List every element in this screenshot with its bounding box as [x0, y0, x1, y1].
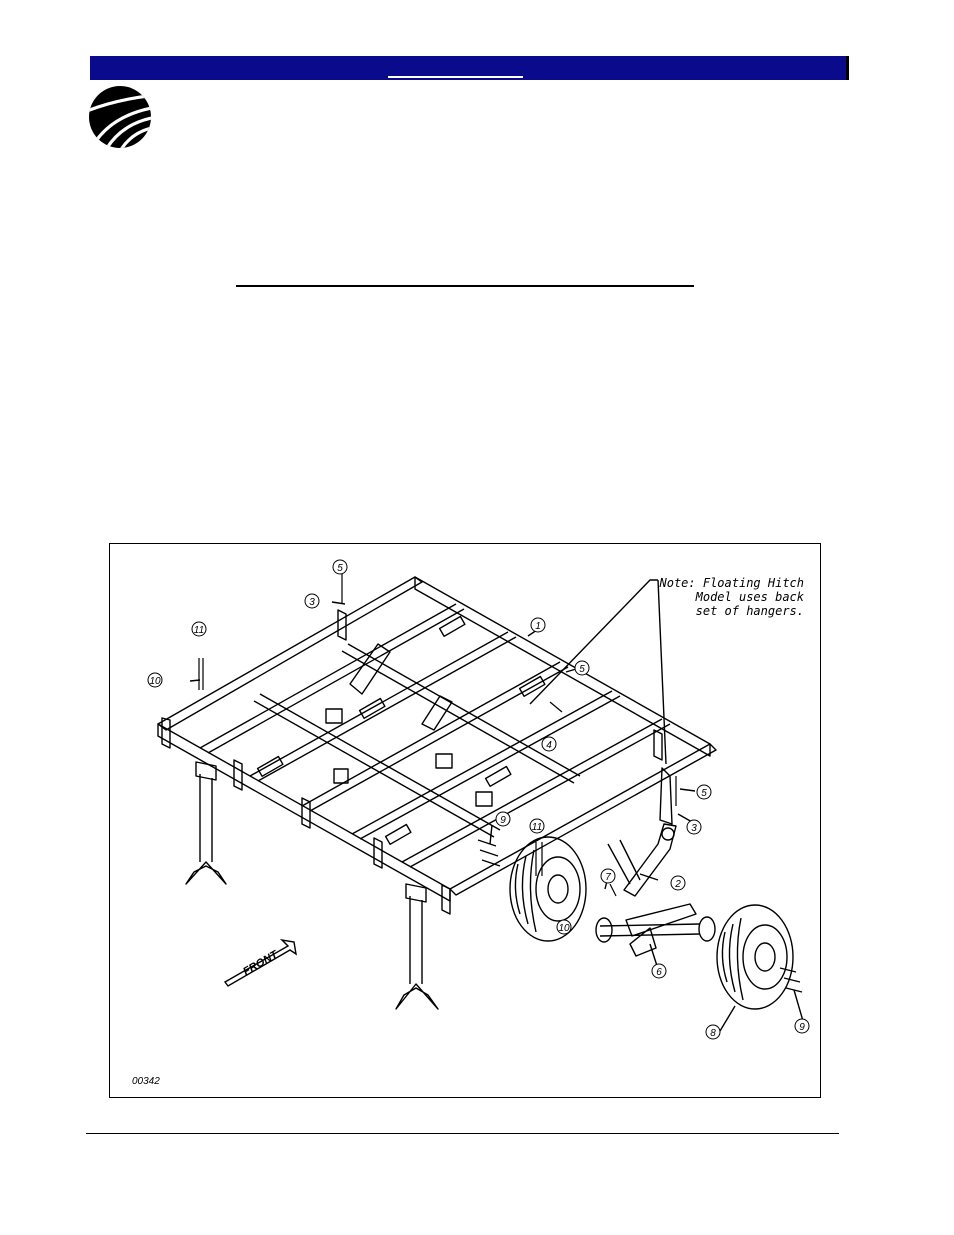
callout-8: 8 [710, 1028, 716, 1039]
callout-3a: 3 [309, 597, 315, 608]
section-title-underline [236, 285, 694, 287]
callout-1: 1 [535, 621, 541, 632]
frame-right-rail [450, 744, 716, 895]
callout-7: 7 [605, 872, 611, 883]
svg-text:Model uses back: Model uses back [695, 590, 804, 604]
callout-6: 6 [656, 967, 662, 978]
callout-10a: 10 [149, 676, 161, 687]
callout-5a: 5 [337, 563, 343, 574]
callout-9b: 9 [799, 1022, 805, 1033]
svg-text:set of hangers.: set of hangers. [695, 604, 804, 618]
frame-front-beam [158, 724, 450, 901]
callout-4: 4 [546, 740, 552, 751]
front-direction-arrow [225, 940, 296, 986]
frame-rear-beam [415, 577, 710, 756]
wheel-arm [624, 824, 676, 896]
front-center-stand [410, 896, 422, 984]
callout-10b: 10 [558, 923, 570, 934]
parts-diagram [109, 543, 821, 1098]
callout-2: 2 [675, 879, 681, 890]
brand-stripes-logo-icon [87, 85, 153, 149]
svg-text:Note: Floating Hitch: Note: Floating Hitch [659, 576, 804, 590]
callout-5b: 5 [579, 664, 585, 675]
callout-5c: 5 [701, 788, 707, 799]
callout-11a: 11 [193, 625, 205, 636]
svg-text:FRONT: FRONT [241, 948, 280, 979]
front-left-stand [200, 774, 212, 862]
footer-rule [86, 1133, 839, 1134]
drawing-id: 00342 [132, 1076, 160, 1087]
header-underline [388, 76, 523, 78]
frame-assembly-drawing [110, 544, 821, 1098]
callout-9a: 9 [500, 815, 506, 826]
callout-11b: 11 [531, 822, 543, 833]
floating-hitch-note [659, 576, 805, 618]
callout-3b: 3 [691, 823, 697, 834]
